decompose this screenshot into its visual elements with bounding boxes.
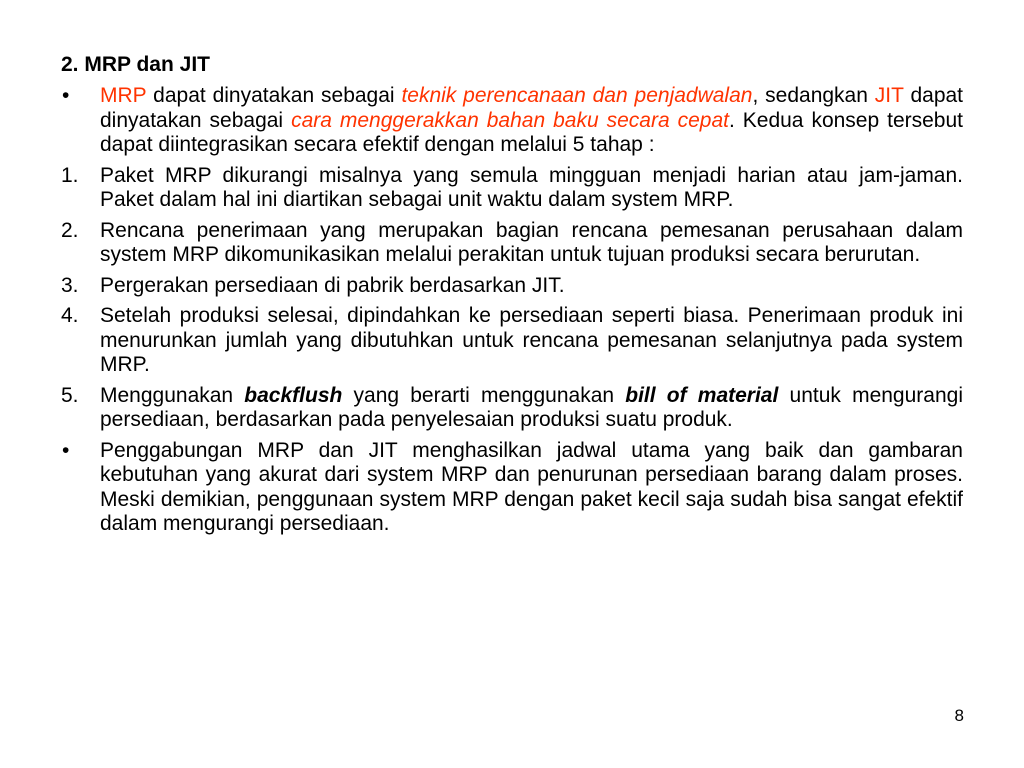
step-number: 5. <box>61 383 79 407</box>
step-item-2 <box>61 219 963 268</box>
step-item-1 <box>61 164 963 213</box>
term-bill-of-material: bill of material <box>625 383 779 407</box>
closing-text: Penggabungan MRP dan JIT menghasilkan jadwal utama yang baik dan gambaran kebutuhan yang akurat dari system MRP dan penurunan persediaan barang dalam proses. Meski demikian, penggunaan system MRP dengan paket kecil saja sudah bisa sangat efektif dalam mengurangi persediaan. <box>100 438 963 535</box>
term-backflush: backflush <box>244 383 343 407</box>
intro-text-2: , sedangkan <box>752 84 875 107</box>
step-number: 4. <box>61 304 79 327</box>
term-mrp: MRP <box>100 84 147 107</box>
bullet-marker: • <box>62 84 70 107</box>
page-number: 8 <box>954 706 964 725</box>
step-item-5 <box>61 384 963 433</box>
slide-heading: 2. MRP dan JIT <box>61 53 210 76</box>
step-text: Pergerakan persediaan di pabrik berdasarkan JIT. <box>100 273 565 297</box>
step-text-3: untuk mengurangi persediaan, berdasarkan pada penyelesaian produksi suatu produk. <box>100 383 963 431</box>
step-text-2: yang berarti menggunakan <box>342 383 626 407</box>
step-number: 2. <box>61 218 79 242</box>
emphasis-jit-definition: cara menggerakkan bahan baku secara cepat <box>291 108 729 132</box>
step-text: Paket MRP dikurangi misalnya yang semula mingguan menjadi harian atau jam-jaman. Paket dalam hal ini diartikan sebagai unit waktu dalam system MRP. <box>100 163 963 211</box>
intro-text-4: . Kedua konsep tersebut dapat diintegrasikan secara efektif dengan melalui 5 tahap : <box>100 108 963 156</box>
step-text: Setelah produksi selesai, dipindahkan ke persediaan seperti biasa. Penerimaan produk ini menurunkan jumlah yang dibutuhkan untuk rencana pemesanan selanjutnya pada system MRP. <box>100 304 963 376</box>
intro-text-3: dapat dinyatakan sebagai <box>100 84 964 132</box>
step-item-3 <box>61 274 963 299</box>
intro-text-1: dapat dinyatakan sebagai <box>146 84 402 107</box>
emphasis-mrp-definition: teknik perencanaan dan penjadwalan <box>401 84 753 107</box>
term-jit: JIT <box>874 84 904 107</box>
step-text-1: Menggunakan <box>100 383 245 407</box>
step-item-4 <box>61 304 963 378</box>
intro-bullet <box>61 84 963 158</box>
bullet-marker: • <box>62 438 70 462</box>
step-number: 1. <box>61 163 79 187</box>
step-text: Rencana penerimaan yang merupakan bagian rencana pemesanan perusahaan dalam system MRP dikomunikasikan melalui perakitan untuk tujuan produksi secara berurutan. <box>100 218 963 266</box>
closing-bullet <box>61 439 963 537</box>
slide-content <box>61 84 963 543</box>
step-number: 3. <box>61 273 79 297</box>
